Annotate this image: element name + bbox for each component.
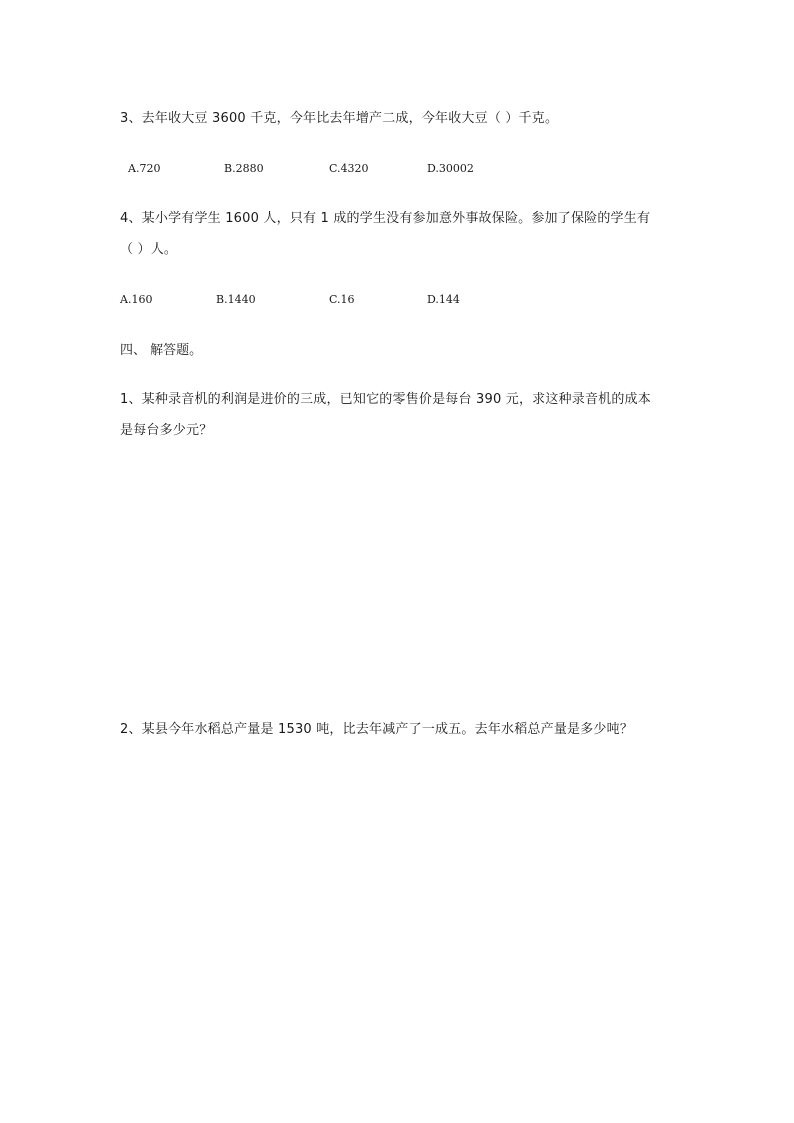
- question-4-option-d: D.144: [427, 293, 460, 306]
- question-3-option-a: A.720: [128, 162, 161, 175]
- section-4-title: 四、 解答题。: [120, 343, 203, 358]
- question-3-option-d: D.30002: [427, 162, 474, 175]
- question-3-option-b: B.2880: [224, 162, 264, 175]
- question-4-option-b: B.1440: [216, 293, 256, 306]
- section-4-question-1-line-1: 1、某种录音机的利润是进价的三成，已知它的零售价是每台 390 元，求这种录音机的成本: [120, 392, 651, 407]
- section-4-question-1-line-2: 是每台多少元？: [120, 423, 213, 438]
- question-4-option-c: C.16: [329, 293, 355, 306]
- section-4-question-2-text: 2、某县今年水稻总产量是 1530 吨，比去年减产了一成五。去年水稻总产量是多少吨？: [120, 722, 634, 737]
- question-3-option-c: C.4320: [329, 162, 369, 175]
- question-4-option-a: A.160: [120, 293, 153, 306]
- question-3-text: 3、去年收大豆 3600 千克，今年比去年增产二成，今年收大豆（ ）千克。: [120, 111, 559, 126]
- question-4-text-line-1: 4、某小学有学生 1600 人，只有 1 成的学生没有参加意外事故保险。参加了保险的学生有: [120, 211, 651, 226]
- question-4-text-line-2: （ ）人。: [120, 242, 178, 257]
